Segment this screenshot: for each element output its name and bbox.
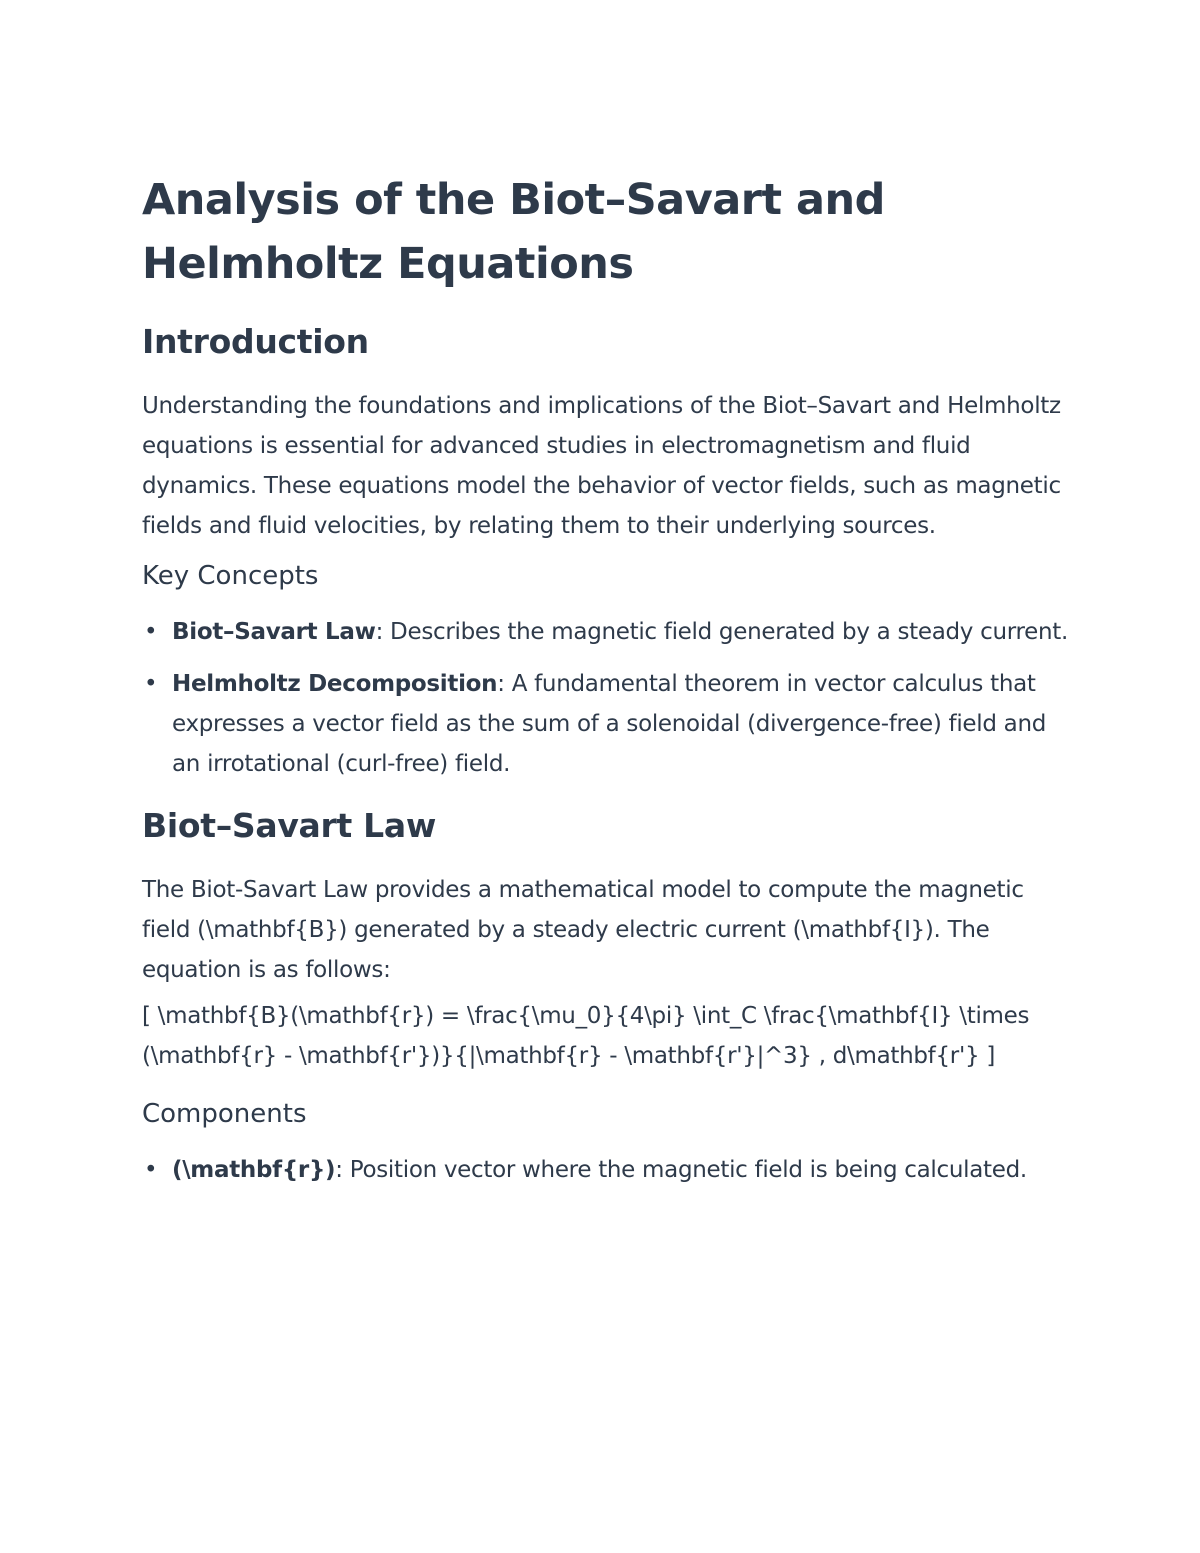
bullet-icon: •	[144, 671, 158, 697]
concept-term: Biot–Savart Law	[172, 619, 376, 645]
section-heading-introduction: Introduction	[142, 322, 369, 361]
component-description: : Position vector where the magnetic field is being calculated.	[335, 1157, 1027, 1183]
biot-savart-paragraph: The Biot-Savart Law provides a mathematical model to compute the magnetic field (\mathbf{B}) generated by a steady electric current (\mathbf{I}). The equation is as follows:	[142, 877, 1024, 983]
introduction-paragraph: Understanding the foundations and implications of the Biot–Savart and Helmholtz equations is essential for advanced studies in electromagnetism and fluid dynamics. These equations model the behavior of vector fields, such as magnetic fields and fluid velocities, by relating them to their underlying sources.	[142, 393, 1061, 539]
concept-description: : Describes the magnetic field generated by a steady current.	[375, 619, 1069, 645]
biot-savart-equation: [ \mathbf{B}(\mathbf{r}) = \frac{\mu_0}{4\pi} \int_C \frac{\mathbf{I} \times (\mathbf{r} - \mathbf{r'})}{|\mathbf{r} - \mathbf{r'}|^3} , d\mathbf{r'} ]	[142, 1003, 1030, 1069]
section-heading-biot-savart: Biot–Savart Law	[142, 806, 437, 845]
concept-term: Helmholtz Decomposition	[172, 671, 498, 697]
list-item	[142, 664, 1072, 784]
subheading-components: Components	[142, 1099, 307, 1129]
document-page	[142, 168, 1072, 1210]
component-term: (\mathbf{r})	[172, 1157, 336, 1183]
list-item	[142, 1150, 1072, 1190]
components-list	[142, 1150, 1072, 1190]
bullet-icon: •	[144, 1157, 158, 1183]
concept-description: : A fundamental theorem in vector calculus that expresses a vector field as the sum of a solenoidal (divergence-free) field and an irrotational (curl-free) field.	[172, 671, 1047, 777]
document-title: Analysis of the Biot–Savart and Helmholtz Equations	[142, 175, 885, 289]
key-concepts-list	[142, 612, 1072, 784]
bullet-icon: •	[144, 619, 158, 645]
subheading-key-concepts: Key Concepts	[142, 561, 319, 591]
list-item	[142, 612, 1072, 652]
